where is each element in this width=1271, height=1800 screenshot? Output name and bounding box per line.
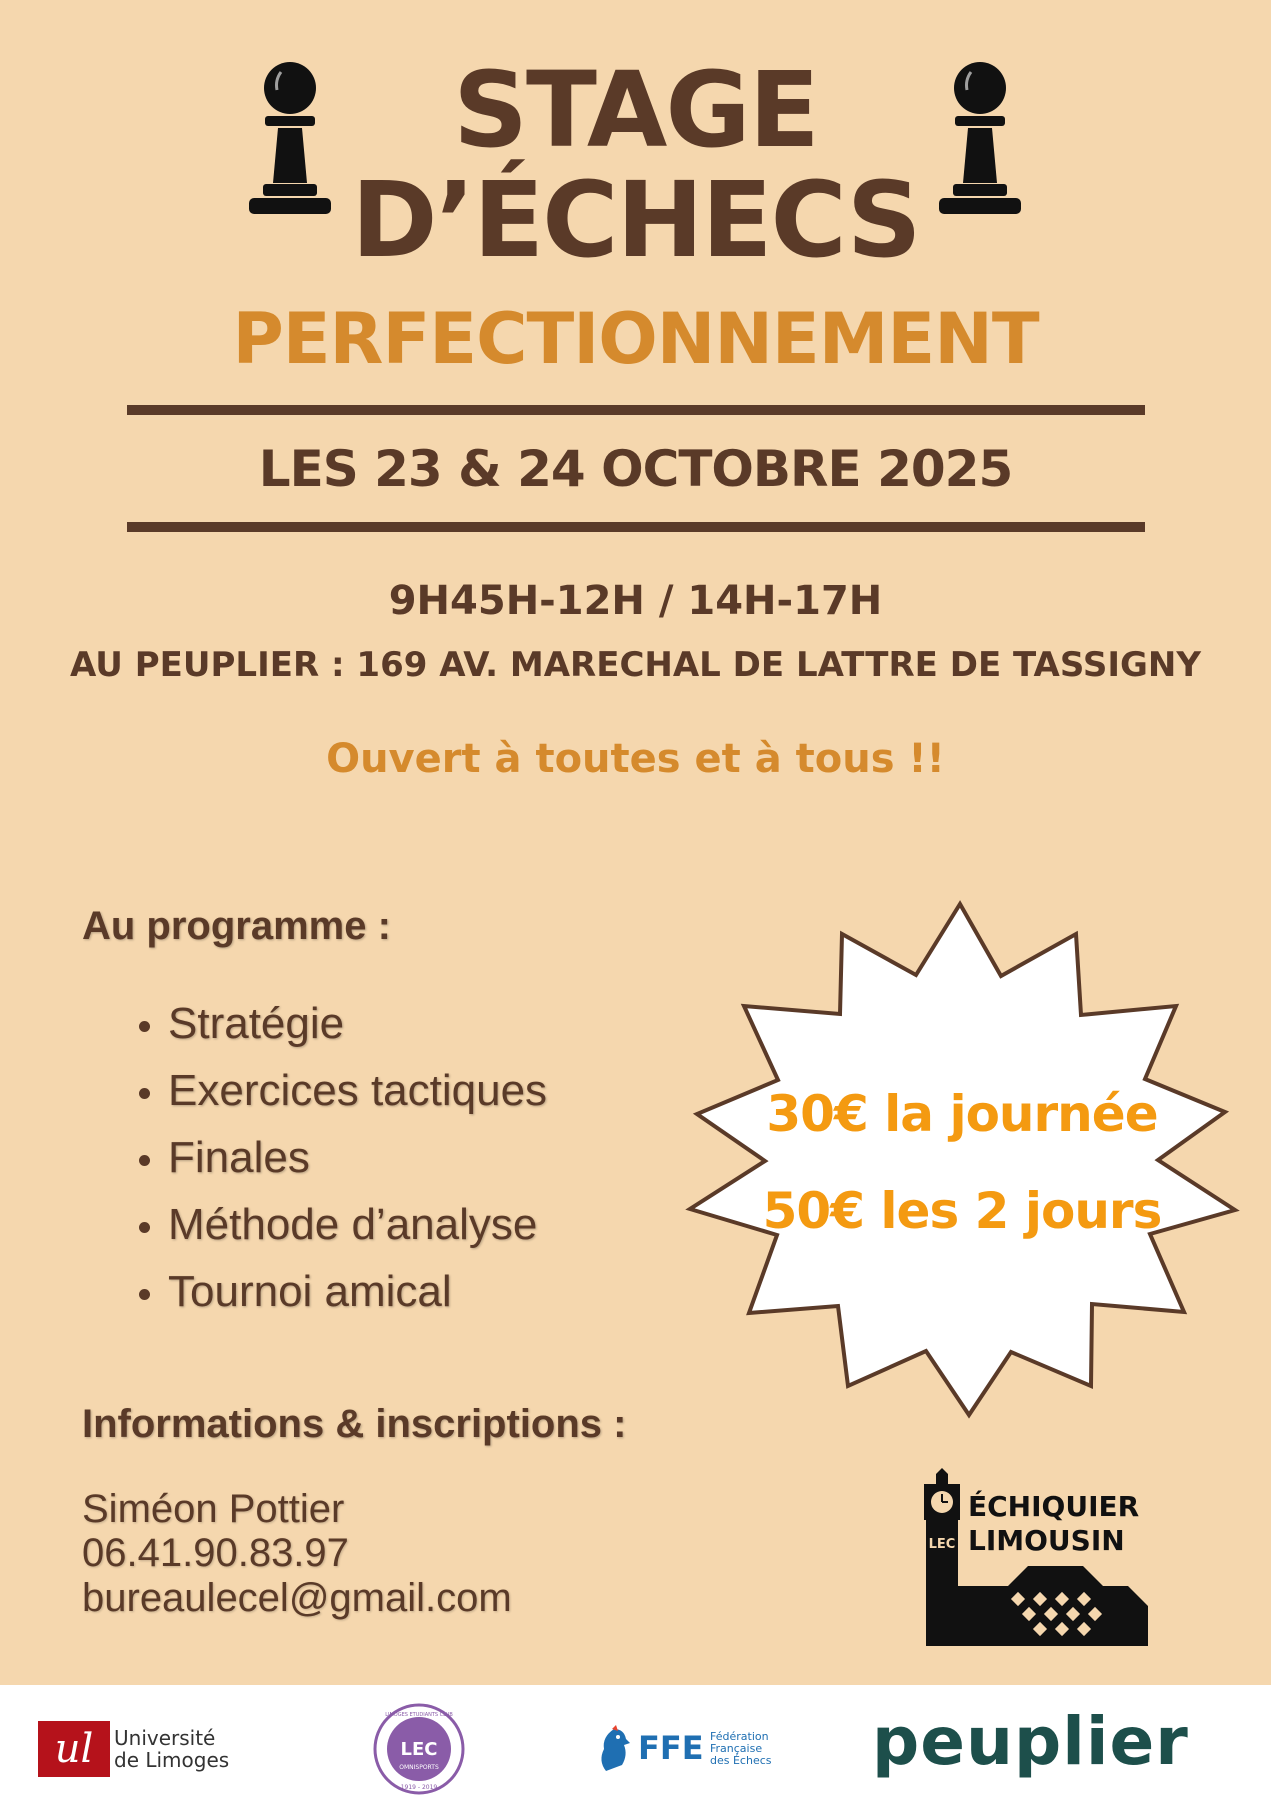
universite-limoges-logo-mark: ul <box>38 1721 110 1777</box>
subtitle: PERFECTIONNEMENT <box>232 298 1039 380</box>
price-starburst <box>680 900 1240 1420</box>
lec-omnisports-badge <box>373 1703 465 1795</box>
event-hours: 9H45H-12H / 14H-17H <box>388 578 883 624</box>
contact-email[interactable]: bureaulecel@gmail.com <box>82 1576 512 1620</box>
ffe-rooster-icon <box>594 1725 634 1775</box>
program-list <box>120 990 547 1325</box>
universite-limoges-logo: Université de Limoges <box>114 1726 230 1772</box>
svg-text:OMNISPORTS: OMNISPORTS <box>399 1764 439 1771</box>
list-item: • Méthode d’analyse <box>168 1191 547 1258</box>
list-item: • Tournoi amical <box>168 1258 547 1325</box>
svg-text:1919 - 2019: 1919 - 2019 <box>400 1784 438 1791</box>
divider <box>127 522 1145 532</box>
list-item: • Stratégie <box>168 990 547 1057</box>
svg-text:LIMOGES ETUDIANTS CLUB: LIMOGES ETUDIANTS CLUB <box>385 1712 453 1718</box>
audience-note: Ouvert à toutes et à tous !! <box>326 736 945 782</box>
partners-footer <box>0 1685 1271 1800</box>
contact-heading: Informations & inscriptions : <box>82 1402 627 1446</box>
divider <box>127 405 1145 415</box>
price-two-days: 50€ les 2 jours <box>762 1182 1162 1240</box>
contact-phone: 06.41.90.83.97 <box>82 1531 349 1575</box>
peuplier-logo: peuplier <box>872 1703 1189 1780</box>
ffe-logo-description: Fédération Française des Échecs <box>710 1730 772 1767</box>
club-logo-line-2: LIMOUSIN <box>968 1524 1125 1557</box>
title-line-2: D’ÉCHECS <box>351 159 920 281</box>
event-dates: LES 23 & 24 OCTOBRE 2025 <box>258 440 1013 498</box>
price-per-day: 30€ la journée <box>766 1085 1158 1143</box>
contact-name: Siméon Pottier <box>82 1487 345 1531</box>
list-item: • Exercices tactiques <box>168 1057 547 1124</box>
svg-text:LEC: LEC <box>928 1537 956 1552</box>
event-address: AU PEUPLIER : 169 AV. MARECHAL DE LATTRE DE TASSIGNY <box>70 645 1201 685</box>
ffe-logo-text: FFE <box>638 1729 704 1767</box>
club-logo-line-1: ÉCHIQUIER <box>968 1490 1140 1523</box>
list-item: • Finales <box>168 1124 547 1191</box>
program-heading: Au programme : <box>82 904 391 948</box>
title-line-1: STAGE <box>453 49 818 171</box>
svg-text:LEC: LEC <box>400 1739 438 1760</box>
